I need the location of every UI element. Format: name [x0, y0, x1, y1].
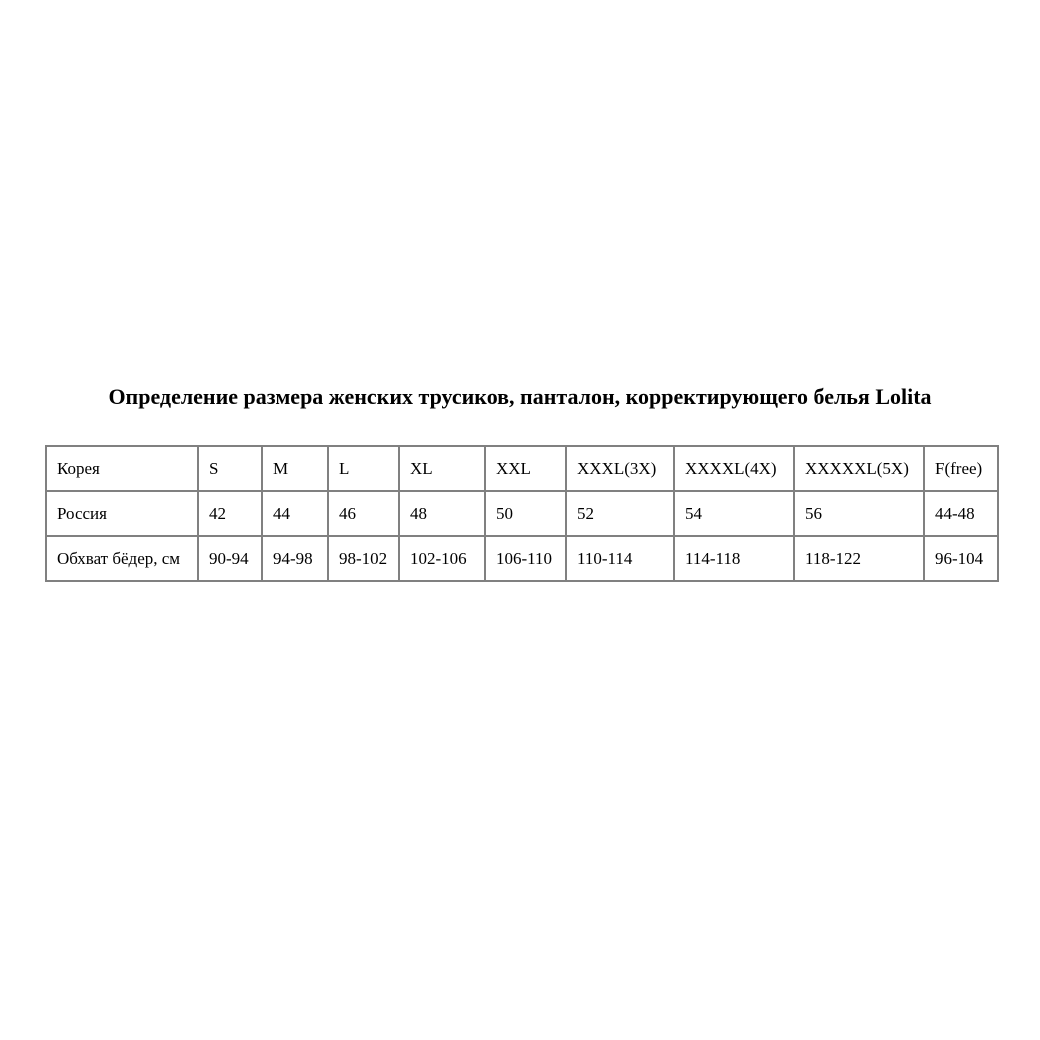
size-cell: 118-122	[794, 536, 924, 581]
size-cell: 46	[328, 491, 399, 536]
row-label-korea: Корея	[46, 446, 198, 491]
size-cell: XXL	[485, 446, 566, 491]
size-cell: XXXL(3X)	[566, 446, 674, 491]
row-label-hip-girth: Обхват бёдер, см	[46, 536, 198, 581]
size-cell: 50	[485, 491, 566, 536]
size-cell: 98-102	[328, 536, 399, 581]
size-cell: S	[198, 446, 262, 491]
size-cell: 44-48	[924, 491, 998, 536]
size-cell: 96-104	[924, 536, 998, 581]
size-cell: 56	[794, 491, 924, 536]
size-cell: 52	[566, 491, 674, 536]
row-label-russia: Россия	[46, 491, 198, 536]
table-row-russia	[46, 491, 998, 536]
size-cell: XXXXXL(5X)	[794, 446, 924, 491]
size-cell: L	[328, 446, 399, 491]
size-cell: XXXXL(4X)	[674, 446, 794, 491]
table-row-hip-girth	[46, 536, 998, 581]
size-cell: 114-118	[674, 536, 794, 581]
size-cell: 44	[262, 491, 328, 536]
size-cell: 102-106	[399, 536, 485, 581]
size-cell: XL	[399, 446, 485, 491]
size-cell: 54	[674, 491, 794, 536]
size-cell: M	[262, 446, 328, 491]
size-cell: 90-94	[198, 536, 262, 581]
table-row-korea	[46, 446, 998, 491]
size-cell: F(free)	[924, 446, 998, 491]
size-cell: 42	[198, 491, 262, 536]
size-cell: 106-110	[485, 536, 566, 581]
page-title: Определение размера женских трусиков, панталон, корректирующего белья Lolita	[108, 384, 932, 409]
size-cell: 94-98	[262, 536, 328, 581]
size-cell: 48	[399, 491, 485, 536]
size-chart-table	[45, 445, 999, 582]
size-cell: 110-114	[566, 536, 674, 581]
